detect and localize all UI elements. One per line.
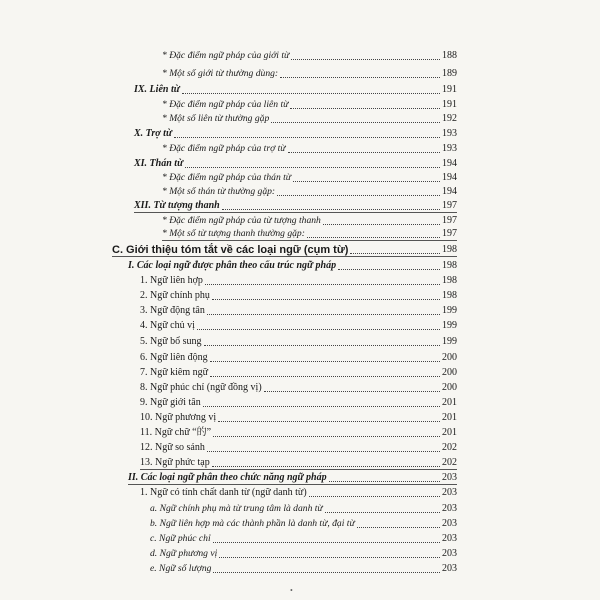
toc-entry-page: 198 bbox=[442, 244, 457, 255]
toc-entry-title: 9. Ngữ giới tân bbox=[140, 397, 201, 408]
toc-entry-title: 2. Ngữ chính phụ bbox=[140, 290, 210, 301]
toc-entry bbox=[162, 113, 457, 125]
dot-leader bbox=[350, 253, 440, 254]
toc-entry-page: 203 bbox=[442, 548, 457, 559]
toc-entry-title: 6. Ngữ liên động bbox=[140, 352, 208, 363]
toc-entry-page: 193 bbox=[442, 128, 457, 139]
toc-entry-page: 191 bbox=[442, 84, 457, 95]
dot-leader bbox=[325, 512, 440, 513]
toc-entry-page: 200 bbox=[442, 352, 457, 363]
toc-entry-page: 199 bbox=[442, 320, 457, 331]
toc-entry-title: 5. Ngữ bổ sung bbox=[140, 336, 202, 347]
toc-entry bbox=[140, 412, 457, 424]
toc-entry bbox=[162, 50, 457, 62]
dot-leader bbox=[288, 152, 440, 153]
dot-leader bbox=[329, 481, 440, 482]
toc-entry bbox=[140, 352, 457, 364]
dot-leader bbox=[271, 122, 440, 123]
toc-entry-page: 194 bbox=[442, 186, 457, 197]
toc-entry-title: * Đặc điểm ngữ pháp của thán từ bbox=[162, 172, 292, 183]
toc-entry-title: 1. Ngữ liên hợp bbox=[140, 275, 203, 286]
toc-entry-page: 199 bbox=[442, 336, 457, 347]
dot-leader bbox=[280, 77, 440, 78]
toc-entry-page: 201 bbox=[442, 412, 457, 423]
toc-entry bbox=[140, 397, 457, 409]
toc-entry-title: c. Ngữ phúc chỉ bbox=[150, 533, 211, 544]
dot-leader bbox=[212, 466, 440, 467]
toc-entry-page: 197 bbox=[442, 228, 457, 239]
dot-leader bbox=[307, 237, 440, 238]
toc-entry bbox=[140, 367, 457, 379]
toc-entry bbox=[140, 442, 457, 454]
toc-entry bbox=[162, 172, 457, 184]
toc-entry-title: 12. Ngữ so sánh bbox=[140, 442, 205, 453]
toc-entry-title: II. Các loại ngữ phân theo chức năng ngữ pháp bbox=[128, 472, 327, 483]
toc-entry bbox=[140, 457, 457, 470]
toc-entry-title: * Một số thán từ thường gặp: bbox=[162, 186, 276, 197]
toc-entry bbox=[162, 215, 457, 227]
toc-entry bbox=[162, 99, 457, 111]
toc-entry-page: 203 bbox=[442, 487, 457, 498]
toc-entry bbox=[162, 68, 457, 80]
toc-entry-title: 1. Ngữ có tính chất danh từ (ngữ danh từ) bbox=[140, 487, 307, 498]
dot-leader bbox=[207, 451, 440, 452]
toc-entry bbox=[140, 336, 457, 348]
toc-entry-page: 194 bbox=[442, 172, 457, 183]
toc-entry-title: X. Trợ từ bbox=[134, 128, 172, 139]
toc-entry-title: * Một số liên từ thường gặp bbox=[162, 113, 270, 124]
toc-entry-title: d. Ngữ phương vị bbox=[150, 548, 218, 559]
toc-entry-title: 13. Ngữ phức tạp bbox=[140, 457, 210, 468]
dot-leader bbox=[210, 376, 440, 377]
dot-leader bbox=[213, 436, 440, 437]
toc-entry bbox=[150, 533, 457, 545]
dot-leader bbox=[291, 59, 440, 60]
toc-entry-page: 203 bbox=[442, 563, 457, 574]
dot-leader bbox=[182, 93, 440, 94]
toc-entry bbox=[140, 305, 457, 317]
dot-leader bbox=[197, 329, 440, 330]
dot-leader bbox=[185, 167, 440, 168]
toc-entry-title: 3. Ngữ động tân bbox=[140, 305, 205, 316]
toc-entry bbox=[112, 244, 457, 257]
toc-entry-title: 11. Ngữ chữ “的” bbox=[140, 427, 212, 438]
dot-leader bbox=[357, 527, 440, 528]
toc-entry-page: 198 bbox=[442, 290, 457, 301]
toc-entry-page: 192 bbox=[442, 113, 457, 124]
toc-entry-page: 201 bbox=[442, 427, 457, 438]
toc-entry-title: 7. Ngữ kiêm ngữ bbox=[140, 367, 209, 378]
toc-entry-title: * Một số từ tượng thanh thường gặp: bbox=[162, 228, 305, 239]
toc-entry-title: * Đặc điểm ngữ pháp của giới từ bbox=[162, 50, 290, 61]
toc-entry bbox=[134, 200, 457, 213]
dot-leader bbox=[293, 181, 440, 182]
toc-entry-title: XII. Từ tượng thanh bbox=[134, 200, 220, 211]
toc-entry bbox=[140, 275, 457, 287]
toc-entry bbox=[140, 427, 457, 439]
toc-entry-page: 202 bbox=[442, 457, 457, 468]
toc-entry-page: 202 bbox=[442, 442, 457, 453]
toc-entry-page: 193 bbox=[442, 143, 457, 154]
footer-mark: • bbox=[290, 586, 293, 595]
dot-leader bbox=[213, 542, 440, 543]
toc-entry bbox=[150, 548, 457, 560]
toc-entry bbox=[162, 228, 457, 241]
toc-entry-page: 201 bbox=[442, 397, 457, 408]
toc-entry-title: * Đặc điểm ngữ pháp của từ tượng thanh bbox=[162, 215, 321, 226]
toc-entry-page: 203 bbox=[442, 533, 457, 544]
toc-entry bbox=[134, 128, 457, 140]
toc-entry bbox=[162, 143, 457, 155]
toc-entry-page: 199 bbox=[442, 305, 457, 316]
toc-entry-title: 8. Ngữ phúc chỉ (ngữ đồng vị) bbox=[140, 382, 262, 393]
toc-entry-title: e. Ngữ số lượng bbox=[150, 563, 212, 574]
dot-leader bbox=[218, 421, 440, 422]
dot-leader bbox=[277, 195, 440, 196]
dot-leader bbox=[174, 137, 440, 138]
toc-entry bbox=[128, 260, 457, 272]
toc-entry-title: * Một số giới từ thường dùng: bbox=[162, 68, 279, 79]
toc-entry-title: I. Các loại ngữ được phân theo cấu trúc ngữ pháp bbox=[128, 260, 337, 271]
toc-entry-title: 4. Ngữ chủ vị bbox=[140, 320, 195, 331]
toc-entry bbox=[140, 487, 457, 499]
toc-entry-title: a. Ngữ chính phụ mà từ trung tâm là danh từ bbox=[150, 503, 323, 514]
toc-entry bbox=[140, 290, 457, 302]
toc-entry-page: 200 bbox=[442, 367, 457, 378]
dot-leader bbox=[210, 361, 440, 362]
toc-entry bbox=[140, 382, 457, 394]
dot-leader bbox=[264, 391, 440, 392]
dot-leader bbox=[323, 224, 440, 225]
toc-entry-title: b. Ngữ liên hợp mà các thành phần là danh từ, đại từ bbox=[150, 518, 355, 529]
dot-leader bbox=[338, 269, 440, 270]
dot-leader bbox=[205, 284, 440, 285]
toc-entry-page: 188 bbox=[442, 50, 457, 61]
toc-entry bbox=[150, 563, 457, 575]
toc-entry bbox=[128, 472, 457, 485]
toc-entry-page: 189 bbox=[442, 68, 457, 79]
dot-leader bbox=[203, 406, 440, 407]
toc-entry-page: 203 bbox=[442, 503, 457, 514]
toc-entry bbox=[150, 518, 457, 530]
toc-entry bbox=[134, 158, 457, 170]
dot-leader bbox=[212, 299, 440, 300]
toc-entry-page: 191 bbox=[442, 99, 457, 110]
toc-entry-title: C. Giới thiệu tóm tắt về các loại ngữ (cụm từ) bbox=[112, 244, 349, 256]
toc-entry-title: * Đặc điểm ngữ pháp của trợ từ bbox=[162, 143, 286, 154]
dot-leader bbox=[213, 572, 440, 573]
toc-entry-title: XI. Thán từ bbox=[134, 158, 184, 169]
toc-entry bbox=[162, 186, 457, 198]
dot-leader bbox=[309, 496, 440, 497]
toc-entry-page: 198 bbox=[442, 260, 457, 271]
dot-leader bbox=[207, 314, 440, 315]
dot-leader bbox=[204, 345, 440, 346]
toc-entry-page: 203 bbox=[442, 518, 457, 529]
toc-entry-title: * Đặc điểm ngữ pháp của liên từ bbox=[162, 99, 289, 110]
dot-leader bbox=[219, 557, 440, 558]
dot-leader bbox=[290, 108, 440, 109]
dot-leader bbox=[222, 209, 440, 210]
toc-entry-page: 198 bbox=[442, 275, 457, 286]
toc-entry bbox=[140, 320, 457, 332]
toc-entry bbox=[150, 503, 457, 515]
toc-entry bbox=[134, 84, 457, 96]
toc-entry-page: 197 bbox=[442, 215, 457, 226]
toc-entry-page: 200 bbox=[442, 382, 457, 393]
toc-entry-title: 10. Ngữ phương vị bbox=[140, 412, 217, 423]
toc-entry-page: 197 bbox=[442, 200, 457, 211]
toc-entry-title: IX. Liên từ bbox=[134, 84, 180, 95]
toc-entry-page: 194 bbox=[442, 158, 457, 169]
toc-entry-page: 203 bbox=[442, 472, 457, 483]
